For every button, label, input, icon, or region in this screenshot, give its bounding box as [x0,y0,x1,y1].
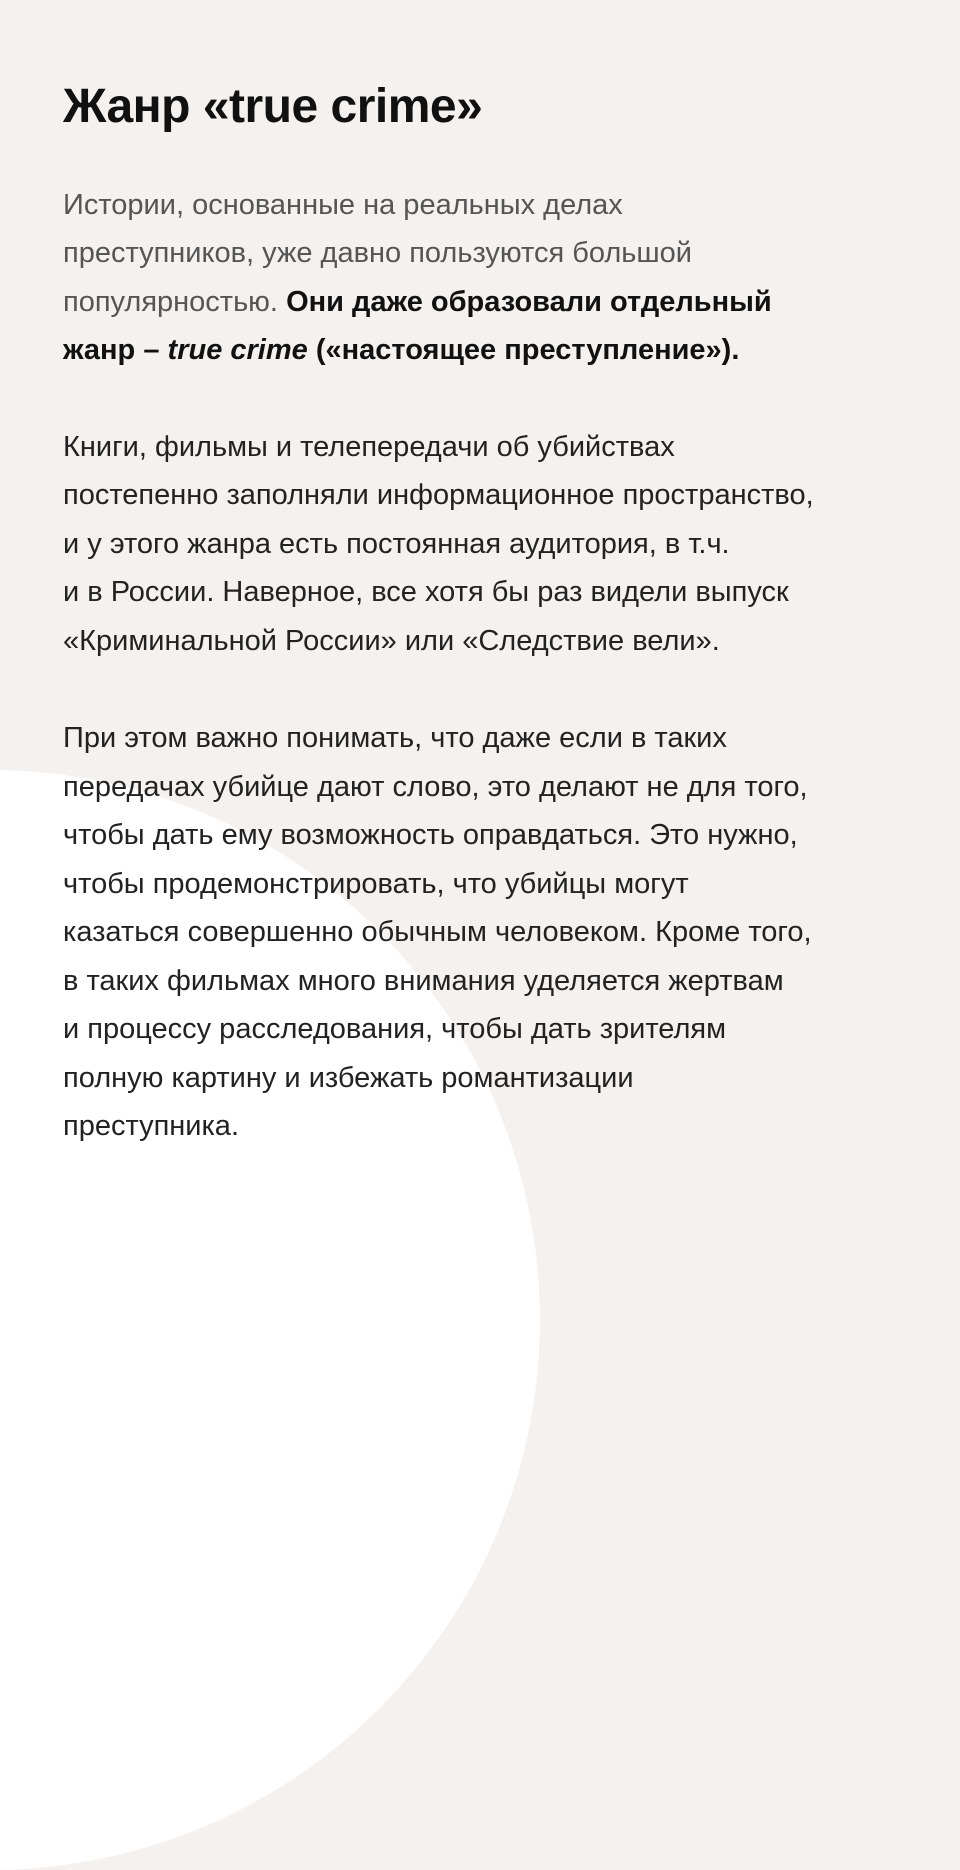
intro-line-3 [63,278,933,327]
p3-line-6: в таких фильмах много внимания уделяется жертвам [63,964,784,997]
intro-line-4-bold-after: («настоящее преступление»). [307,334,740,367]
body-paragraph-3 [63,714,933,1151]
page-title: Жанр «true crime» [63,80,483,133]
p2-line-1: Книги, фильмы и телепередачи об убийствах [63,430,675,463]
intro-line-4 [63,326,933,375]
p3-line-5: казаться совершенно обычным человеком. Кроме того, [63,916,812,949]
intro-paragraph [63,181,933,375]
p2-line-3: и у этого жанра есть постоянная аудитория, в т.ч. [63,527,730,560]
p3-line-9: преступника. [63,1110,239,1143]
intro-line-1: Истории, основанные на реальных делах [63,188,623,221]
p3-line-8: полную картину и избежать романтизации [63,1061,634,1094]
p3-line-2: передачах убийце дают слово, это делают не для того, [63,770,808,803]
p3-line-1: При этом важно понимать, что даже если в таких [63,722,727,755]
p2-line-5: «Криминальной России» или «Следствие вели». [63,624,720,657]
p3-line-4: чтобы продемонстрировать, что убийцы могут [63,867,689,900]
intro-line-3-plain: популярностью. [63,285,287,318]
p2-line-2: постепенно заполняли информационное пространство, [63,479,814,512]
p3-line-7: и процессу расследования, чтобы дать зрителям [63,1013,727,1046]
intro-line-2: преступников, уже давно пользуются большой [63,237,692,270]
p3-line-3: чтобы дать ему возможность оправдаться. Это нужно, [63,819,798,852]
body-paragraph-2 [63,423,933,666]
intro-line-4-italic: true crime [167,334,308,367]
post-content [63,78,933,1151]
intro-line-4-bold-before: жанр – [63,334,168,367]
intro-line-3-bold: Они даже образовали отдельный [286,285,772,318]
p2-line-4: и в России. Наверное, все хотя бы раз видели выпуск [63,576,789,609]
